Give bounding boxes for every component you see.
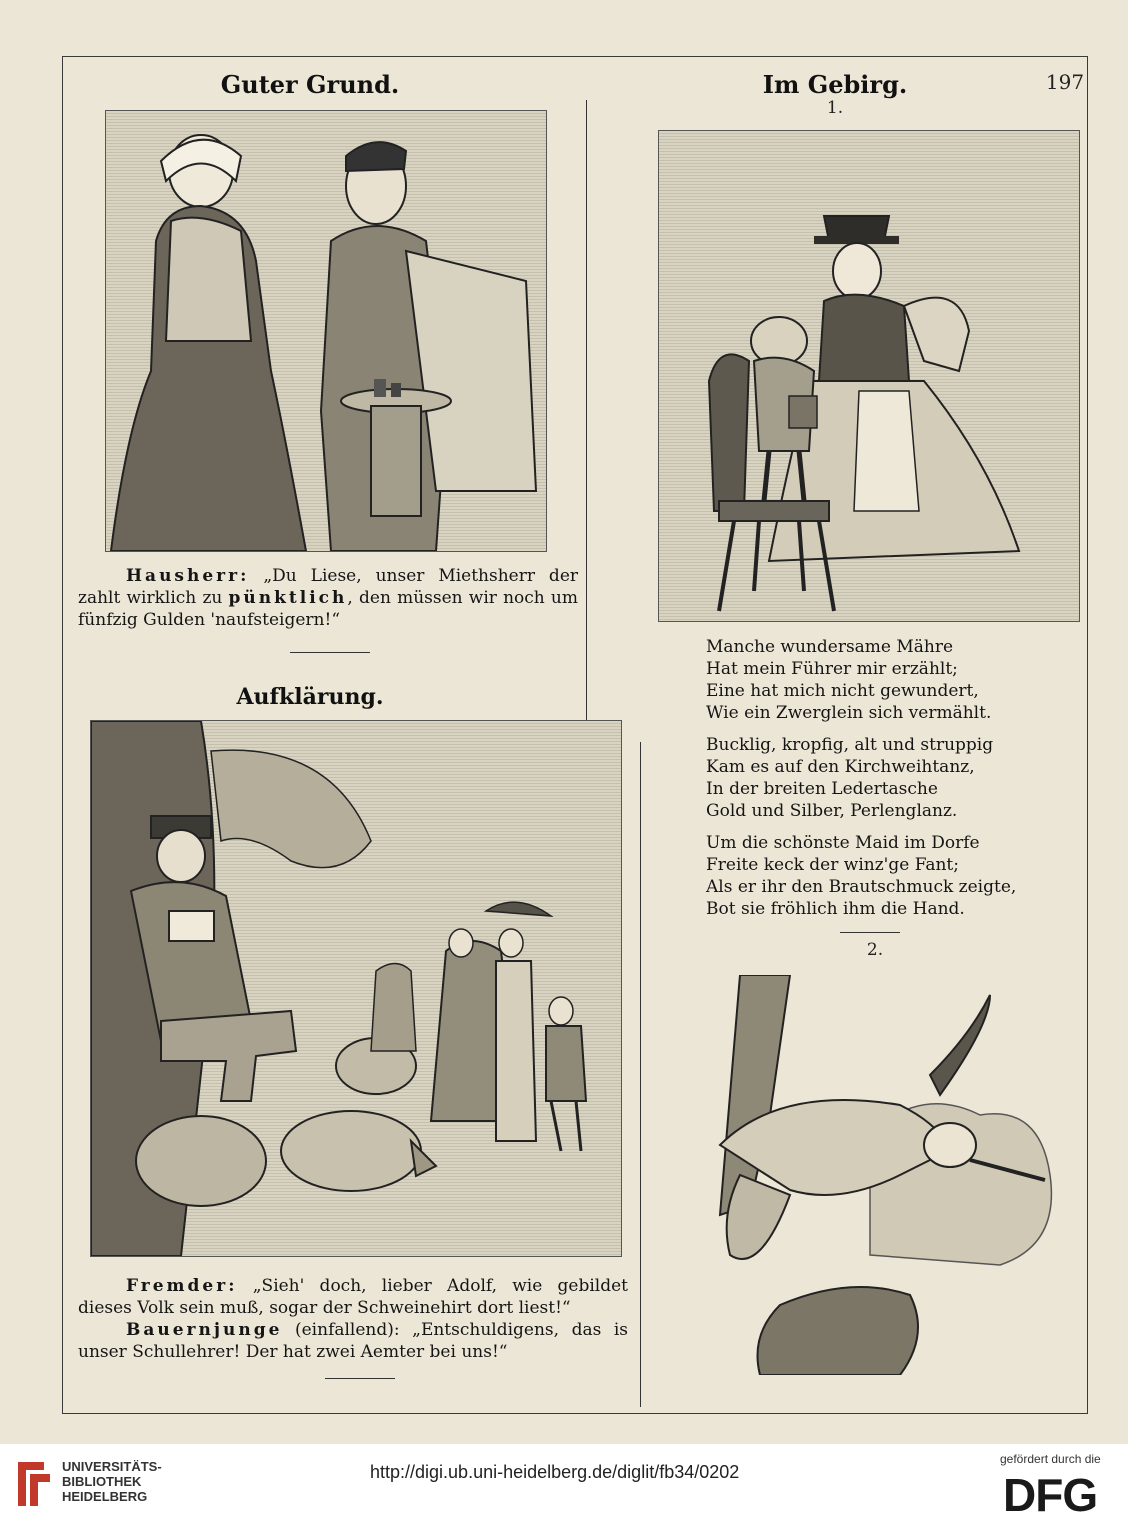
- verse-line: Als er ihr den Brautschmuck zeigte,: [706, 877, 1017, 897]
- verse-line: Gold und Silber, Perlenglanz.: [706, 801, 958, 821]
- library-line-1: UNIVERSITÄTS-: [62, 1459, 162, 1474]
- cartoon-1-speaker: Hausherr:: [126, 566, 250, 586]
- cartoon-1-caption-text: „Du Liese, unser Miethsherr der zahlt wirklich zu pünktlich, den müssen wir noch um fünfzig Gulden 'naufsteigern!“: [78, 566, 579, 630]
- cartoon-2-speaker-2: Bauernjunge: [126, 1320, 283, 1340]
- cartoon-2-title: Aufklärung.: [236, 684, 384, 710]
- dfg-logo: DFG: [1003, 1469, 1098, 1521]
- verse-line: Freite keck der winz'ge Fant;: [706, 855, 959, 875]
- library-name: [62, 1459, 162, 1504]
- stanza-2: [706, 734, 996, 822]
- poem-verse: [706, 636, 1017, 930]
- verse-line: Manche wundersame Mähre: [706, 637, 954, 657]
- verse-line: Eine hat mich nicht gewundert,: [706, 681, 979, 701]
- poem-illustration-1: [658, 130, 1080, 622]
- funded-by-label: gefördert durch die: [1000, 1452, 1101, 1466]
- cartoon-2-line-1: „Sieh' doch, lieber Adolf, wie gebildet dieses Volk sein muß, sogar der Schweinehirt dort liest!“: [78, 1276, 629, 1318]
- poem-title: Im Gebirg.: [762, 70, 908, 99]
- viewer-footer: [0, 1444, 1128, 1530]
- verse-line: Kam es auf den Kirchweihtanz,: [706, 757, 975, 777]
- verse-line: Wie ein Zwerglein sich vermählt.: [706, 703, 992, 723]
- verse-line: In der breiten Ledertasche: [706, 779, 938, 799]
- cartoon-2-illustration: [90, 720, 622, 1257]
- stanza-1: [706, 636, 996, 724]
- section-divider-1: [290, 652, 370, 653]
- poem-part-2-number: 2.: [866, 940, 884, 960]
- library-line-3: HEIDELBERG: [62, 1489, 148, 1504]
- section-divider-3: [840, 932, 900, 933]
- stanza-3: [706, 832, 1017, 920]
- poem-part-1-number: 1.: [826, 98, 844, 118]
- verse-line: Bucklig, kropfig, alt und struppig: [706, 735, 994, 755]
- page-number: 197: [1045, 70, 1085, 94]
- library-line-2: BIBLIOTHEK: [62, 1474, 142, 1489]
- verse-line: Um die schönste Maid im Dorfe: [706, 833, 980, 853]
- verse-line: Bot sie fröhlich ihm die Hand.: [706, 899, 965, 919]
- column-rule-lower: [640, 742, 641, 1407]
- cartoon-1-emphasized-word: pünktlich: [228, 588, 348, 608]
- section-divider-2: [325, 1378, 395, 1379]
- cartoon-2-caption: [78, 1275, 628, 1363]
- cartoon-2-line-2: (einfallend): „Entschuldigens, das is unser Schullehrer! Der hat zwei Aemter bei uns!“: [78, 1320, 628, 1362]
- cartoon-1-title: Guter Grund.: [220, 70, 400, 99]
- poem-illustration-2: [700, 975, 1060, 1375]
- verse-line: Hat mein Führer mir erzählt;: [706, 659, 958, 679]
- cartoon-1-caption: [78, 565, 578, 631]
- cartoon-2-speaker-1: Fremder:: [126, 1276, 238, 1296]
- column-rule-upper: [586, 100, 587, 720]
- library-logo-icon: [14, 1456, 54, 1512]
- cartoon-1-illustration: [105, 110, 547, 552]
- permalink-url[interactable]: http://digi.ub.uni-heidelberg.de/diglit/fb34/0202: [370, 1462, 740, 1482]
